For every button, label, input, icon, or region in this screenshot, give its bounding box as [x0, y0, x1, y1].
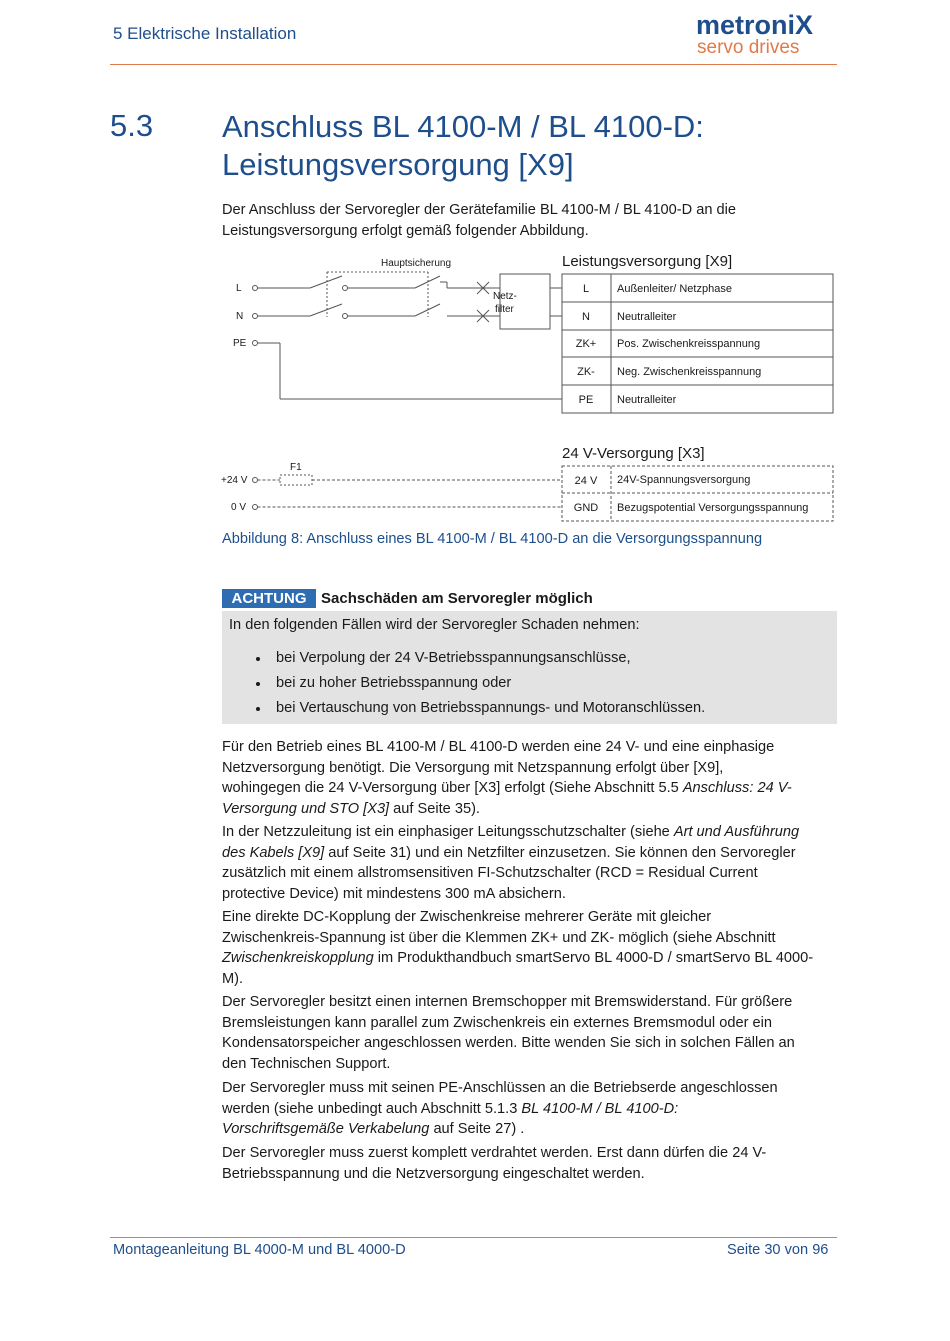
- x9-pin: ZK+: [575, 338, 597, 350]
- bullet-dot: [256, 657, 260, 661]
- cross-reference[interactable]: Anschluss: 24 V-: [682, 780, 792, 796]
- logo-wordmark: metroniX: [696, 10, 814, 40]
- text-line: den Technischen Support.: [222, 1055, 391, 1072]
- wiring-diagram: [215, 245, 840, 530]
- x9-pin: PE: [578, 394, 594, 406]
- chapter-header: 5 Elektrische Installation: [113, 24, 297, 43]
- text-line: Zwischenkreis-Spannung ist über die Klemmen ZK+ und ZK- möglich (siehe Abschnitt: [222, 929, 776, 946]
- x3-desc: Bezugspotential Versorgungsspannung: [617, 502, 809, 514]
- text-run: In der Netzzuleitung ist ein einphasiger Leitungsschutzschalter (siehe: [222, 824, 674, 840]
- warning-item-text: bei zu hoher Betriebsspannung oder: [276, 675, 512, 691]
- header-rule: [110, 64, 837, 65]
- label-0v: 0 V: [231, 502, 247, 513]
- terminal-0v: [253, 505, 258, 510]
- cross-reference[interactable]: Versorgung und STO [X3]: [222, 800, 390, 817]
- text-run: auf Seite 35).: [389, 800, 480, 817]
- label-l: L: [236, 283, 242, 294]
- metronix-logo: [696, 4, 836, 60]
- logo-tagline: servo drives: [697, 37, 800, 58]
- label-netzfilter: filter: [495, 304, 514, 315]
- x9-desc: Außenleiter/ Netzphase: [617, 283, 732, 295]
- page-number: Seite 30 von 96: [727, 1242, 829, 1258]
- section-title: [222, 108, 822, 184]
- intro-paragraph: [222, 200, 852, 241]
- text-line: Für den Betrieb eines BL 4100-M / BL 4100-D werden eine 24 V- und eine einphasige: [222, 739, 775, 755]
- cross-reference[interactable]: Zwischenkreiskopplung: [222, 950, 374, 966]
- x9-desc: Neg. Zwischenkreisspannung: [617, 366, 762, 378]
- footer-rule: [110, 1237, 837, 1238]
- x3-desc: 24V-Spannungsversorgung: [617, 474, 751, 486]
- bullet-dot: [256, 682, 260, 686]
- text-line: Kondensatorspeicher angeschlossen werden. Bitte wenden Sie sich in solchen Fällen an: [222, 1035, 795, 1051]
- label-pe: PE: [233, 338, 247, 349]
- text-run: auf Seite 27) .: [429, 1121, 525, 1137]
- cross-reference[interactable]: Art und Ausführung: [673, 824, 800, 840]
- warning-item-text: bei Vertauschung von Betriebsspannungs- und Motoranschlüssen.: [276, 700, 706, 716]
- cross-reference[interactable]: des Kabels [X9]: [222, 844, 325, 861]
- text-line: [222, 1119, 852, 1140]
- warning-intro: In den folgenden Fällen wird der Servoregler Schaden nehmen:: [229, 617, 640, 633]
- section-title-line: Leistungsversorgung [X9]: [222, 147, 574, 182]
- body-paragraph: [222, 1078, 852, 1140]
- warning-title: Sachschäden am Servoregler möglich: [321, 590, 593, 607]
- x9-desc: Neutralleiter: [617, 394, 677, 406]
- text-run: wohingegen die 24 V-Versorgung über [X3] erfolgt (Siehe Abschnitt 5.5: [222, 780, 683, 796]
- section-number: 5.3: [110, 108, 154, 143]
- text-line: Leistungsversorgung erfolgt gemäß folgender Abbildung.: [222, 222, 589, 239]
- text-line: zusätzlich mit einem allstromsensitiven FI-Schutzschalter (RCD = Residual Current: [222, 865, 758, 881]
- body-paragraph: [222, 992, 852, 1074]
- x3-pin: GND: [573, 502, 599, 514]
- text-line: [222, 843, 852, 864]
- footer-document-title: Montageanleitung BL 4000-M und BL 4000-D: [113, 1242, 406, 1258]
- label-hauptsicherung: Hauptsicherung: [381, 258, 452, 269]
- terminal-pe: [253, 341, 258, 346]
- warning-badge: ACHTUNG: [222, 589, 316, 608]
- title-x9: Leistungsversorgung [X9]: [562, 253, 733, 270]
- text-line: Netzversorgung benötigt. Die Versorgung mit Netzspannung erfolgt über [X9],: [222, 759, 724, 776]
- text-line: Bremsleistungen kann parallel zum Zwischenkreis ein externes Bremsmodul oder ein: [222, 1014, 772, 1031]
- text-run: werden (siehe unbedingt auch Abschnitt 5.1.3: [222, 1100, 522, 1117]
- fuse-f1: [280, 475, 312, 485]
- text-line: M).: [222, 970, 244, 987]
- body-paragraph: [222, 822, 852, 904]
- label-24v: +24 V: [221, 475, 248, 486]
- x9-desc: Pos. Zwischenkreisspannung: [617, 338, 761, 350]
- text-line: [222, 1099, 852, 1120]
- x9-desc: Neutralleiter: [617, 311, 677, 323]
- text-line: Der Servoregler muss mit seinen PE-Anschlüssen an die Betriebserde angeschlossen: [222, 1080, 778, 1096]
- cross-reference[interactable]: BL 4100-M / BL 4100-D:: [521, 1100, 679, 1117]
- body-paragraph: [222, 737, 852, 819]
- terminal-n: [253, 314, 258, 319]
- text-line: Der Servoregler besitzt einen internen Bremschopper mit Bremswiderstand. Für größere: [222, 994, 793, 1010]
- text-run: auf Seite 31) und ein Netzfilter einzusetzen. Sie können den Servoregler: [324, 844, 796, 861]
- text-line: Der Anschluss der Servoregler der Gerätefamilie BL 4100-M / BL 4100-D an die: [222, 202, 737, 218]
- body-paragraph: [222, 907, 852, 989]
- warning-item-text: bei Verpolung der 24 V-Betriebsspannungsanschlüsse,: [276, 650, 631, 666]
- body-paragraph: [222, 1143, 852, 1184]
- x3-pin: 24 V: [574, 475, 598, 487]
- terminal-l: [253, 286, 258, 291]
- text-line: [222, 799, 852, 820]
- label-f1: F1: [290, 462, 302, 473]
- text-line: [222, 778, 852, 799]
- label-netzfilter: Netz-: [493, 291, 517, 302]
- text-line: Betriebsspannung und die Netzversorgung eingeschaltet werden.: [222, 1165, 645, 1182]
- text-line: [222, 948, 852, 969]
- x9-pin: ZK-: [577, 366, 595, 378]
- text-line: Eine direkte DC-Kopplung der Zwischenkreise mehrerer Geräte mit gleicher: [222, 909, 712, 925]
- terminal-24v: [253, 478, 258, 483]
- text-line: protective Device) mit mindestens 300 mA absichern.: [222, 885, 566, 902]
- text-line: [222, 822, 852, 843]
- figure-caption: Abbildung 8: Anschluss eines BL 4100-M / BL 4100-D an die Versorgungsspannung: [222, 531, 763, 547]
- label-n: N: [236, 311, 244, 322]
- section-title-line: Anschluss BL 4100-M / BL 4100-D:: [222, 109, 704, 144]
- text-line: Der Servoregler muss zuerst komplett verdrahtet werden. Erst dann dürfen die 24 V-: [222, 1145, 767, 1161]
- text-run: im Produkthandbuch smartServo BL 4000-D / smartServo BL 4000-: [373, 950, 814, 966]
- title-x3: 24 V-Versorgung [X3]: [562, 445, 705, 462]
- cross-reference[interactable]: Vorschriftsgemäße Verkabelung: [222, 1121, 430, 1137]
- bullet-dot: [256, 707, 260, 711]
- x9-pin: L: [582, 283, 590, 295]
- x9-pin: N: [582, 311, 590, 323]
